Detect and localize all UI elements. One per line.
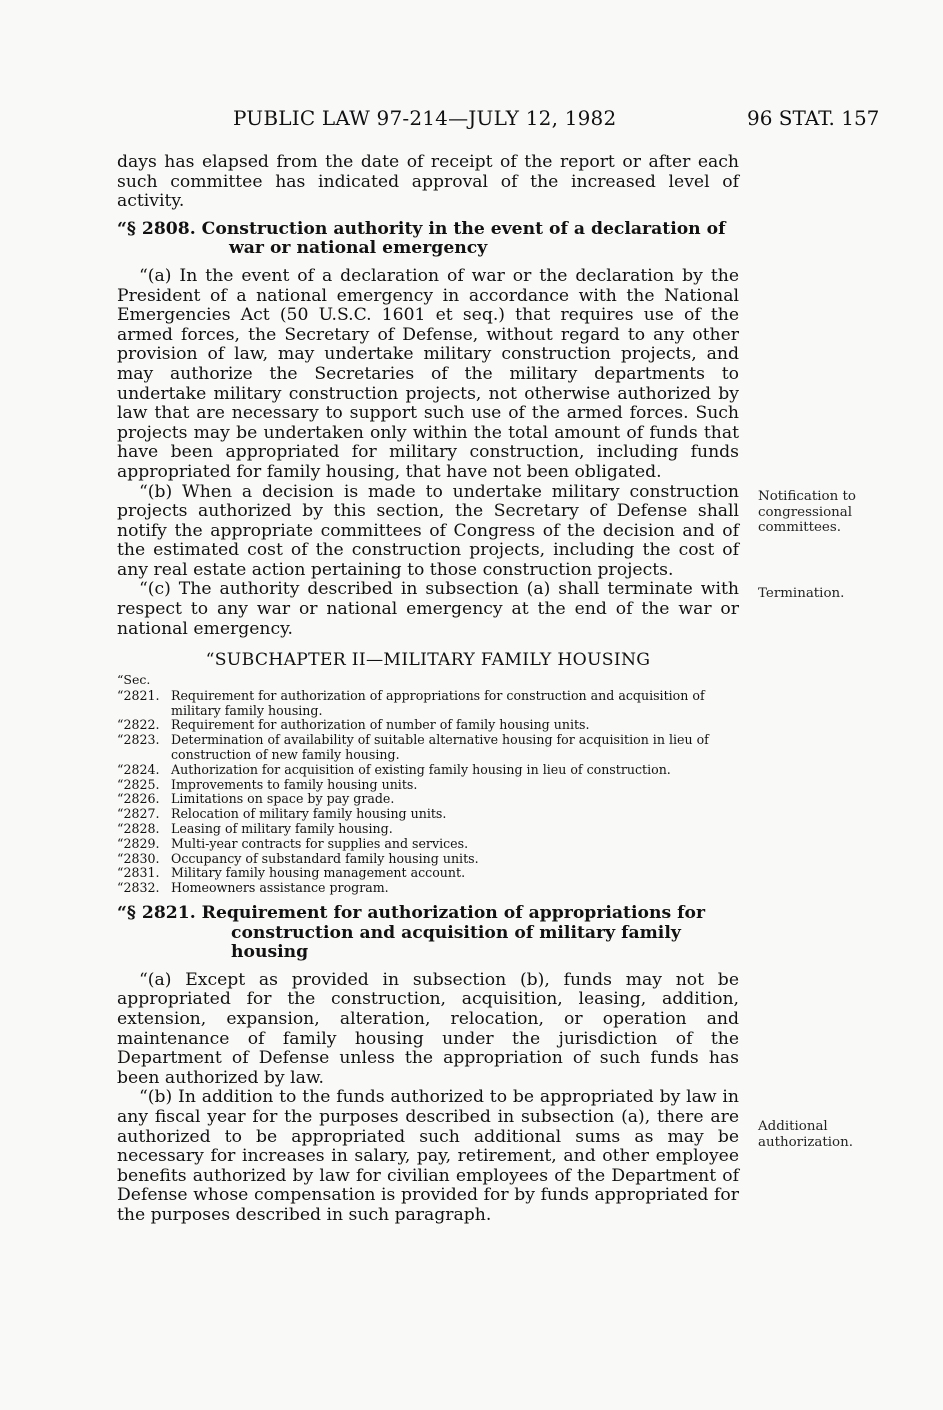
- statute-page-number: 96 STAT. 157: [747, 106, 880, 130]
- running-head: [0, 106, 943, 136]
- toc-item: “2826. Limitations on space by pay grade.: [117, 791, 395, 807]
- toc-item: “2822. Requirement for authorization of number of family housing units.: [117, 717, 590, 733]
- margin-note-termination: Termination.: [758, 586, 845, 601]
- section-2808-subsection-b: “(b) When a decision is made to undertake military construction projects authorized by this section, the Secretary of Defense shall notify the appropriate committees of Congress of the decision and of the estimated cost of the construction projects, including the cost of any real estate action pertaining to those construction projects.: [117, 481, 739, 580]
- subchapter-heading: “SUBCHAPTER II—MILITARY FAMILY HOUSING: [205, 650, 651, 671]
- toc-item: “2825. Improvements to family housing units.: [117, 776, 418, 792]
- toc-item: “2831. Military family housing management account.: [117, 865, 466, 881]
- subchapter-table-of-contents: [117, 689, 739, 896]
- continuation-paragraph: days has elapsed from the date of receipt of the report or after each such committee has indicated approval of the increased level of activity.: [117, 152, 739, 212]
- section-2821-subsection-b: “(b) In addition to the funds authorized to be appropriated by law in any fiscal year for the purposes described in subsection (a), there are authorized to be appropriated such additional sums as may be necessary for increases in salary, pay, retirement, and other employee benefits authorized by law for civilian employees of the Department of Defense whose compensation is provided for by funds appropriated for the purposes described in such paragraph.: [117, 1087, 739, 1225]
- toc-item: “2830. Occupancy of substandard family housing units.: [117, 850, 479, 866]
- toc-item: “2821. Requirement for authorization of appropriations for construction and acquisition of military family housing.: [117, 687, 705, 718]
- section-2808-subsection-c: “(c) The authority described in subsection (a) shall terminate with respect to any war or national emergency at the end of the war or national emergency.: [117, 579, 739, 639]
- margin-note-additional-authorization: Additional authorization.: [758, 1119, 854, 1150]
- toc-item: “2829. Multi-year contracts for supplies and services.: [117, 835, 469, 851]
- toc-item: “2828. Leasing of military family housing.: [117, 821, 393, 837]
- toc-item: “2824. Authorization for acquisition of existing family housing in lieu of construction.: [117, 761, 671, 777]
- toc-sec-label: “Sec.: [117, 671, 151, 687]
- margin-note-notification: Notification to congressional committees.: [758, 489, 856, 535]
- section-2821-heading: “§ 2821. Requirement for authorization of appropriations for construction and acquisition of military family housing: [117, 903, 706, 963]
- toc-item: “2827. Relocation of military family housing units.: [117, 806, 447, 822]
- toc-item: “2823. Determination of availability of suitable alternative housing for acquisition in lieu of construction of new family housing.: [117, 732, 709, 763]
- section-2821-subsection-a: “(a) Except as provided in subsection (b), funds may not be appropriated for the construction, acquisition, leasing, addition, extension, expansion, alteration, relocation, or operation and maintenance of family housing under the jurisdiction of the Department of Defense unless the appropriation of such funds has been authorized by law.: [117, 969, 739, 1088]
- section-2808-subsection-a: “(a) In the event of a declaration of war or the declaration by the President of a national emergency in accordance with the National Emergencies Act (50 U.S.C. 1601 et seq.) that requires use of the armed forces, the Secretary of Defense, without regard to any other provision of law, may undertake military construction projects, and may authorize the Secretaries of the military departments to undertake military construction projects, not otherwise authorized by law that are necessary to support such use of the armed forces. Such projects may be undertaken only within the total amount of funds that have been appropriated for military construction, including funds appropriated for family housing, that have not been obligated.: [117, 265, 739, 482]
- running-head-title: PUBLIC LAW 97-214—JULY 12, 1982: [233, 106, 617, 130]
- toc-item: “2832. Homeowners assistance program.: [117, 880, 389, 896]
- main-text: [117, 153, 739, 1226]
- section-2808-heading: “§ 2808. Construction authority in the event of a declaration of war or national emergency: [117, 218, 726, 259]
